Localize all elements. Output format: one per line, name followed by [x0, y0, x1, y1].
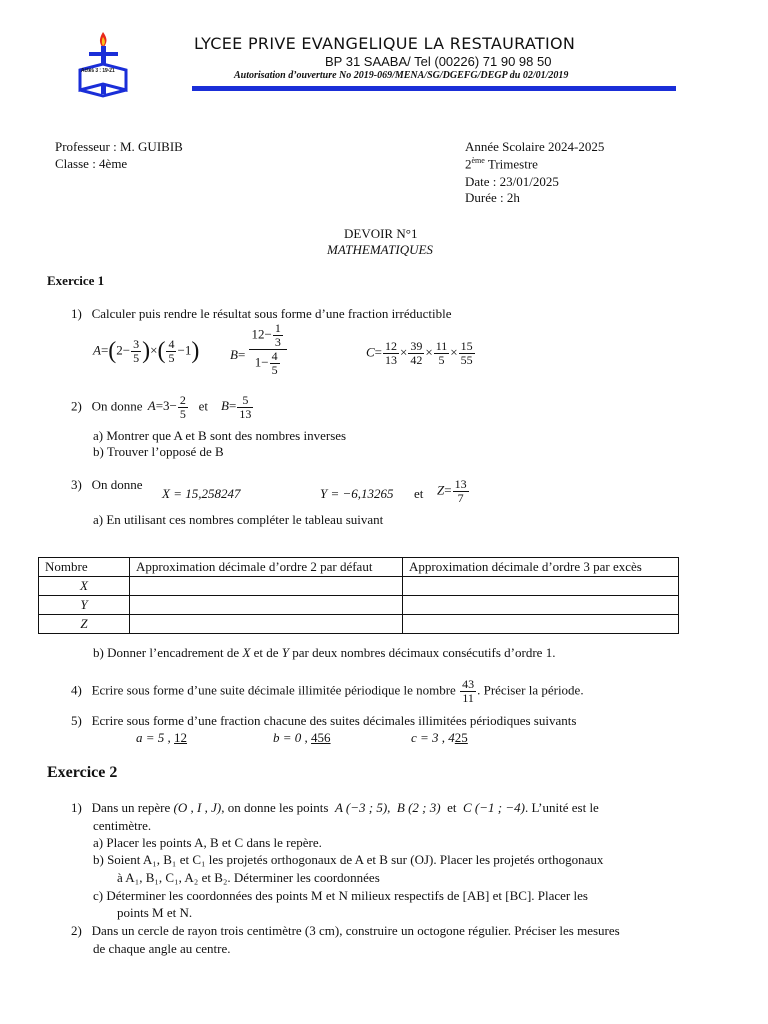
ex2-q1a: a) Placer les points A, B et C dans le repère. — [93, 835, 322, 850]
ex1-q5-number: 5) — [71, 713, 82, 728]
formula-A: A=(2− $\frac{3}{5}$ )×( $\frac{4}{5}$ −1) — [93, 337, 200, 365]
professor-label: Professeur : M. GUIBIB — [55, 139, 183, 154]
table-row-label: Z — [39, 615, 130, 634]
exam-date: Date : 23/01/2025 — [465, 174, 559, 189]
ex2-q1-pre: Dans un repère — [91, 800, 171, 815]
exercise1-heading: Exercice 1 — [47, 273, 105, 288]
q3-and: et — [414, 486, 424, 501]
q2-formula-A: A=3− $\frac{2}{5}$ — [147, 393, 186, 421]
table-row-label: X — [39, 577, 130, 596]
q2-formula-B: B= $\frac{5}{13}$ — [221, 393, 252, 421]
ex2-point-C: C (−1 ; −4) — [462, 800, 525, 815]
ex1-q2b: b) Trouver l’opposé de B — [93, 444, 224, 459]
q5-value-c — [411, 730, 468, 746]
q3-value-X: X = 15,258247 — [162, 486, 241, 501]
school-address: BP 31 SAABA/ Tel (00226) 71 90 98 50 — [325, 54, 552, 69]
ex2-q2-number: 2) — [71, 923, 82, 938]
ex1-q3-text: On donne — [91, 477, 143, 492]
school-logo — [76, 28, 136, 102]
formula-B: B= 12− $\frac{1}{3}$ 1− $\frac{4}{5}$ — [230, 322, 287, 377]
trimester-word: Trimestre — [484, 156, 538, 172]
ex2-q2-line1 — [71, 923, 620, 939]
q5-a-period: 12 — [174, 730, 188, 745]
ex1-q5-text: Ecrire sous forme d’une fraction chacune des suites décimales illimitées périodiques suivants — [91, 713, 577, 728]
approximation-table — [38, 557, 679, 634]
table-cell[interactable] — [130, 577, 403, 596]
q5-b-period: 456 — [311, 730, 331, 745]
ex2-q1-mid: , on donne les points — [221, 800, 329, 815]
school-authorization: Autorisation d’ouverture No 2019-069/MENA/SG/DGEFG/DEGP du 02/01/2019 — [234, 70, 569, 81]
trimester-sup: ème — [471, 156, 485, 165]
q3b-mid: et de — [253, 645, 279, 660]
ex2-q1c-line2: points M et N. — [117, 905, 193, 920]
table-cell[interactable] — [130, 596, 403, 615]
q3-value-Z: Z= $\frac{13}{7}$ — [437, 477, 467, 505]
ex1-q1-number: 1) — [71, 306, 82, 321]
ex2-q2-line2: de chaque angle au centre. — [93, 941, 231, 956]
q5-c-period: 25 — [454, 730, 468, 745]
exercise2-heading: Exercice 2 — [47, 764, 118, 781]
ex1-q4-post: . Préciser la période. — [477, 682, 584, 698]
ex2-q1b-line1: b) Soient A₁, B₁ et C₁ les projetés orthogonaux de A et B sur (OJ). Placer les projetés orthogonaux — [93, 852, 604, 867]
q5-value-a — [136, 730, 187, 746]
ex2-q2-text: Dans un cercle de rayon trois centimètre (3 cm), construire un octogone régulier. Préciser les mesures — [91, 923, 620, 938]
logo-text: Actes 3 : 19-21 — [81, 68, 115, 74]
ex1-q4: 4) Ecrire sous forme d’une suite décimale illimitée périodique le nombre $\frac{43}{11}$ . Préciser la période. — [71, 677, 584, 705]
class-label: Classe : 4ème — [55, 156, 128, 171]
q5-c-prefix: c = 3 , 4 — [411, 730, 455, 745]
ex2-frame: (O , I , J) — [173, 800, 222, 815]
ex1-q2 — [71, 394, 254, 421]
ex2-q1-line1: 1) Dans un repère (O , I , J), on donne les points A (−3 ; 5), B (2 ; 3) et C (−1 ; −4). L’unité est le — [71, 800, 599, 815]
ex1-q2a: a) Montrer que A et B sont des nombres inverses — [93, 428, 347, 443]
ex1-q4-text: Ecrire sous forme d’une suite décimale illimitée périodique le nombre — [91, 682, 456, 698]
trimester-number: 2 — [465, 156, 472, 172]
ex2-q1b-line2: à A₁, B₁, C₁, A₂ et B₂. Déterminer les coordonnées — [117, 870, 380, 885]
school-title: LYCEE PRIVE EVANGELIQUE LA RESTAURATION — [194, 34, 576, 53]
ex2-point-A: A (−3 ; 5) — [334, 800, 388, 815]
q3b-post: par deux nombres décimaux consécutifs d’ordre 1. — [292, 645, 556, 660]
ex2-q1-post: . L’unité est le — [524, 800, 599, 815]
table-cell[interactable] — [403, 577, 679, 596]
table-header-nombre: Nombre — [39, 558, 130, 577]
q5-b-prefix: b = 0 , — [273, 730, 308, 745]
ex1-q3 — [71, 477, 143, 493]
ex1-q3b: b) Donner l’encadrement de X et de Y par deux nombres décimaux consécutifs d’ordre 1. — [93, 645, 556, 660]
table-cell[interactable] — [403, 596, 679, 615]
q3-value-Y: Y = −6,13265 — [320, 486, 394, 501]
table-row-label: Y — [39, 596, 130, 615]
table-header-order2: Approximation décimale d’ordre 2 par défaut — [130, 558, 403, 577]
ex1-q2-text: On donne — [91, 398, 143, 414]
table-cell[interactable] — [403, 615, 679, 634]
header-rule — [192, 86, 676, 91]
ex1-q3-number: 3) — [71, 477, 82, 492]
ex1-q3a: a) En utilisant ces nombres compléter le tableau suivant — [93, 512, 384, 527]
ex2-q1-line2: centimètre. — [93, 818, 152, 833]
school-year: Année Scolaire 2024-2025 — [465, 139, 605, 154]
ex2-point-B: B (2 ; 3) — [396, 800, 441, 815]
formula-C: C= $\frac{12}{13}$ × $\frac{39}{42}$ × $\frac{11}{5}$ × $\frac{15}{55}$ — [366, 339, 473, 367]
ex2-q1-number: 1) — [71, 800, 82, 815]
ex1-q1-text: Calculer puis rendre le résultat sous forme d’une fraction irréductible — [91, 306, 452, 321]
exam-duration: Durée : 2h — [465, 190, 520, 205]
ex2-and: et — [447, 800, 457, 815]
ex1-q2-and: et — [198, 398, 209, 414]
table-row — [39, 596, 679, 615]
trimester — [465, 156, 538, 172]
ex1-q2-number: 2) — [71, 398, 82, 414]
ex1-q4-number: 4) — [71, 682, 82, 698]
ex1-q5 — [71, 713, 576, 729]
ex1-q1 — [71, 306, 452, 322]
table-row — [39, 615, 679, 634]
table-cell[interactable] — [130, 615, 403, 634]
q3b-pre: b) Donner l’encadrement de — [93, 645, 240, 660]
devoir-title: DEVOIR N°1 — [344, 226, 418, 241]
ex2-q1c-line1: c) Déterminer les coordonnées des points M et N milieux respectifs de [AB] et [BC]. Placer les — [93, 888, 588, 903]
devoir-subject: MATHEMATIQUES — [327, 242, 433, 257]
q5-a-prefix: a = 5 , — [136, 730, 171, 745]
table-row — [39, 577, 679, 596]
table-header-order3: Approximation décimale d’ordre 3 par excès — [403, 558, 679, 577]
q5-value-b — [273, 730, 331, 746]
table-header-row — [39, 558, 679, 577]
